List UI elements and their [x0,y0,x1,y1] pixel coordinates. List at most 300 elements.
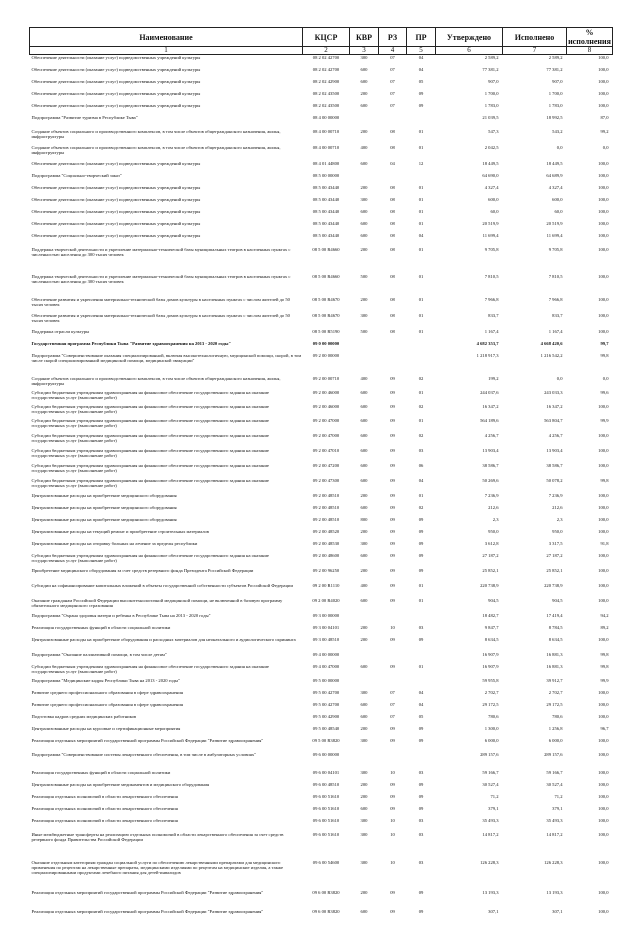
row-kcsr: 09 3 00 48510 [312,636,340,642]
row-rz: 09 [390,567,395,573]
row-pr: 09 [418,102,424,108]
row-kcsr: 09 6 00 51610 [312,793,340,799]
row-name: Реализация государственных функций в области социальной политики [31,624,171,630]
table-row [30,145,613,161]
table-row [30,909,613,925]
row-approved: 904,5 [488,597,499,603]
row-kvr: 600 [360,462,368,468]
row-kvr: 200 [360,492,368,498]
row-kvr: 600 [360,552,368,558]
row-name: Поддержка творческой деятельности и укрепление материально-технической базы муниципальных театров в населенных пунктах с численностью населения до 300 тысяч человек [31,273,291,284]
row-rz: 09 [390,516,395,522]
row-approved: 50 269,6 [482,477,499,483]
row-name: Обеспечение деятельности (оказание услуг) подведомственных учреждений культуры [31,66,201,72]
row-approved: 9 705,8 [484,246,499,252]
row-pr: 03 [418,769,424,775]
row-pr: 12 [418,160,424,166]
row-pr: 01 [418,273,424,279]
row-kcsr: 08 2 02 42700 [312,66,340,72]
row-percent: 100,0 [598,184,609,190]
row-kvr: 800 [360,516,368,522]
row-kvr: 400 [360,375,368,381]
row-name: Централизованные расходы на отправку больных на лечение за пределы республики [31,540,198,546]
row-approved: 307,1 [488,908,499,914]
row-approved: 833,7 [488,312,499,318]
row-kcsr: 09 6 00 51610 [312,831,340,837]
row-pr: 09 [418,793,424,799]
table-row [30,247,613,274]
table-row [30,478,613,493]
row-kcsr: 08 4 00 00000 [312,114,340,120]
row-executed: 30 527,4 [546,781,563,787]
row-kcsr: 08 2 02 42900 [312,78,340,84]
row-executed: 0,0 [556,375,563,381]
row-name: Поддержка творческой деятельности и укрепление материально-технической базы муниципальных театров в населенных пунктах с численностью населения до 300 тысяч человек [31,246,291,257]
row-name: Централизованные расходы на курсовые и сертификационные мероприятия [31,725,181,731]
row-executed: 1 700,0 [548,90,563,96]
table-row [30,67,613,79]
row-name: Субсидии бюджетным учреждениям здравоохранения на финансовое обеспечение государственного задания на оказание государственных услуг (выполнение работ) [31,462,269,473]
table-header [30,28,613,55]
row-name: Обеспечение деятельности (оказание услуг) подведомственных учреждений культуры [31,90,201,96]
row-executed: 9 705,8 [548,246,563,252]
row-pr: 03 [418,831,424,837]
row-kvr: 600 [360,160,368,166]
row-rz: 10 [390,624,395,630]
table-row [30,752,613,770]
row-rz: 07 [390,102,395,108]
row-approved: 30 527,4 [482,781,499,787]
row-approved: 16 907,9 [482,651,499,657]
row-kcsr: 08 4 00 00710 [312,128,340,134]
table-row [30,493,613,505]
row-percent: 100,0 [598,273,609,279]
column-number: 2 [303,47,350,55]
row-name: Централизованные расходы на текущий ремонт и приобретение строительных материалов [31,528,209,534]
row-name: Подпрограмма "Охрана здоровья матери и ребенка в Республике Тыва на 2013 - 2020 годы" [31,612,211,618]
row-executed: 64 689,9 [546,172,563,178]
row-name: Субсидии бюджетным учреждениям здравоохранения на финансовое обеспечение государственного задания на оказание государственных услуг (выполнение работ) [31,663,269,674]
row-name: Создание объектов социального и производственного комплексов, в том числе объектов общегражданского назначения, жилья, инфраструктуры [31,128,281,139]
row-percent: 100,0 [598,160,609,166]
row-approved: 600,0 [488,196,499,202]
row-kcsr: 09 2 00 R4020 [312,597,340,603]
table-row [30,185,613,197]
row-pr [407,613,436,625]
row-percent: 100,0 [598,196,609,202]
row-kcsr: 09 2 00 47010 [312,447,340,453]
row-kvr [350,613,379,625]
row-kcsr: 09 2 00 46000 [312,389,340,395]
row-pr [407,652,436,664]
row-name: Иные межбюджетные трансферты на реализацию отдельных полномочий в области лекарственного обеспечения за счет средств резервного фонда Правительства Российской Федерации [31,831,284,842]
row-executed: 27 187,2 [546,552,563,558]
row-percent: 100,0 [598,328,609,334]
row-executed: 4 256,7 [548,432,563,438]
row-approved: 4 256,7 [484,432,499,438]
row-approved: 13 193,3 [482,889,499,895]
table-row [30,209,613,221]
row-rz: 09 [390,540,395,546]
row-kcsr: 09 2 00 00000 [312,352,340,358]
row-rz [379,115,407,129]
column-number: 8 [567,47,613,55]
table-row [30,890,613,909]
row-rz: 09 [390,582,395,588]
row-rz [379,652,407,664]
row-name: Обеспечение деятельности (оказание услуг) подведомственных учреждений культуры [31,102,201,108]
row-kcsr: 09 6 00 R3820 [312,908,340,914]
table-row [30,806,613,818]
row-pr: 04 [418,689,424,695]
row-pr: 01 [418,220,424,226]
row-name: Централизованные расходы на приобретение медицинского оборудования [31,492,177,498]
row-pr: 09 [418,528,424,534]
table-row [30,91,613,103]
row-executed: 379,1 [552,805,563,811]
row-pr: 01 [418,492,424,498]
row-name: Обеспечение деятельности (оказание услуг) подведомственных учреждений культуры [31,196,201,202]
row-approved: 29 172,5 [482,701,499,707]
row-approved: 2 042,5 [484,144,499,150]
row-name: Обеспечение развития и укрепления материально-технической базы домов культуры в населенных пунктах с числом жителей до 50 тысяч человек [31,296,290,307]
row-kcsr: 09 5 00 48540 [312,725,340,731]
table-row [30,794,613,806]
row-rz: 09 [390,552,395,558]
row-pr [407,173,436,185]
row-kvr: 400 [360,582,368,588]
table-row [30,505,613,517]
row-executed: 14 817,2 [546,831,563,837]
row-percent: 100,0 [598,102,609,108]
row-rz: 09 [390,663,395,669]
row-kvr: 300 [360,769,368,775]
row-kvr: 200 [360,128,368,134]
row-pr: 09 [418,737,424,743]
row-pr: 01 [418,208,424,214]
row-approved: 1 783,0 [484,102,499,108]
row-rz: 09 [390,737,395,743]
row-name: Создание объектов социального и производственного комплексов, в том числе объектов общегражданского назначения, жилья, инфраструктуры [31,375,281,386]
row-kvr: 300 [360,737,368,743]
row-kcsr: 09 6 00 R3820 [312,889,340,895]
row-approved: 60,0 [490,208,499,214]
row-percent: 100,0 [598,636,609,642]
row-rz: 09 [390,403,395,409]
row-kcsr: 09 2 00 00710 [312,375,340,381]
row-pr: 06 [418,462,424,468]
row-executed: 2,3 [556,516,563,522]
row-kvr: 200 [360,90,368,96]
row-percent: 100,0 [598,793,609,799]
row-executed: 11 699,4 [546,232,563,238]
row-name: Субсидии бюджетным учреждениям здравоохранения на финансовое обеспечение государственного задания на оказание государственных услуг (выполнение работ) [31,432,269,443]
row-executed: 4 327,4 [548,184,563,190]
row-approved: 547,3 [488,128,499,134]
row-approved: 21 039,5 [482,114,499,120]
row-name: Реализация государственных функций в области социальной политики [31,769,171,775]
row-percent: 96,7 [600,725,609,731]
row-name: Поддержка отрасли культуры [31,328,90,334]
row-name: Централизованные расходы на приобретение медицинского оборудования [31,516,177,522]
row-percent: 99,7 [600,340,609,346]
row-rz: 09 [390,908,395,914]
row-pr: 04 [418,477,424,483]
row-pr: 01 [418,296,424,302]
row-kcsr: 09 3 00 04101 [312,624,340,630]
row-rz [379,678,407,690]
row-percent: 100,0 [598,582,609,588]
header-executed: Исполнено [503,28,567,47]
row-approved: 199,2 [488,375,499,381]
row-percent: 100,0 [598,737,609,743]
table-row [30,652,613,664]
row-kcsr: 08 5 00 43440 [312,220,340,226]
row-kcsr: 09 6 00 48510 [312,781,340,787]
row-kvr: 600 [360,713,368,719]
table-row [30,55,613,67]
row-approved: 14 817,2 [482,831,499,837]
row-executed: 7 810,5 [548,273,563,279]
table-row [30,860,613,890]
row-kvr: 600 [360,701,368,707]
row-executed: 18 992,5 [546,114,563,120]
row-percent: 100,0 [598,492,609,498]
header-kvr: КВР [350,28,379,47]
row-pr: 03 [418,447,424,453]
row-executed: 563 804,7 [544,417,563,423]
row-name: Подпрограмма "Медицинские кадры Республики Тыва на 2013 - 2020 годы" [31,677,180,683]
row-rz: 08 [390,273,395,279]
row-rz: 09 [390,793,395,799]
row-executed: 1 256,8 [548,725,563,731]
row-percent: 100,0 [598,751,609,757]
table-row [30,690,613,702]
row-kvr [350,353,379,376]
row-executed: 39 912,7 [546,677,563,683]
row-rz [379,341,407,353]
row-name: Реализация отдельных мероприятий государственной программы Российской Федерации "Развитие здравоохранения" [31,889,264,895]
row-name: Развитие среднего профессионального образования в сфере здравоохранения [31,689,183,695]
row-rz: 07 [390,90,395,96]
table-row [30,818,613,832]
table-row [30,329,613,341]
row-approved: 564 189,6 [480,417,499,423]
row-rz: 07 [390,689,395,695]
header-pr: ПР [407,28,436,47]
row-executed: 220 738,9 [544,582,563,588]
row-kcsr: 08 2 02 43500 [312,90,340,96]
row-pr: 02 [418,432,424,438]
row-rz: 08 [390,312,395,318]
row-kvr: 300 [360,859,368,865]
row-kvr: 200 [360,246,368,252]
row-rz: 08 [390,196,395,202]
table-row [30,418,613,433]
row-kcsr: 09 0 00 00000 [312,340,340,346]
row-kvr: 200 [360,567,368,573]
row-rz: 09 [390,389,395,395]
row-kcsr: 08 5 00 00000 [312,172,340,178]
row-kcsr: 08 4 00 00710 [312,144,340,150]
row-name: Обеспечение деятельности (оказание услуг) подведомственных учреждений культуры [31,220,201,226]
row-approved: 7 966,8 [484,296,499,302]
row-percent: 87,0 [600,114,609,120]
row-executed: 7 966,8 [548,296,563,302]
row-kvr: 600 [360,597,368,603]
row-pr [407,752,436,770]
row-percent: 100,0 [598,432,609,438]
row-executed: 16 347,2 [546,403,563,409]
row-kcsr: 09 6 00 51610 [312,805,340,811]
row-kvr: 200 [360,781,368,787]
row-percent: 100,0 [598,859,609,865]
table-row [30,233,613,247]
row-name: Субсидии бюджетным учреждениям здравоохранения на финансовое обеспечение государственного задания на оказание государственных услуг (выполнение работ) [31,403,269,414]
table-body [30,55,613,925]
row-kvr: 200 [360,889,368,895]
row-executed: 16 881,3 [546,663,563,669]
row-approved: 379,1 [488,805,499,811]
row-approved: 907,0 [488,78,499,84]
table-row [30,529,613,541]
row-kcsr: 09 4 00 00000 [312,651,340,657]
row-kvr: 600 [360,447,368,453]
row-percent: 100,0 [598,312,609,318]
row-approved: 59 955,8 [482,677,499,683]
header-row [30,28,613,47]
row-name: Подпрограмма "Совершенствование оказания специализированной, включая высокотехнологичную, медицинской помощи, скорой, в том числе скорой специализированной медицинской помощи, медицинской эвакуации" [31,352,302,363]
table-row [30,274,613,297]
row-rz: 10 [390,859,395,865]
row-pr: 09 [418,516,424,522]
row-rz: 07 [390,701,395,707]
row-executed: 1 167,4 [548,328,563,334]
row-pr: 01 [418,128,424,134]
table-row [30,568,613,583]
row-kvr: 400 [360,144,368,150]
row-pr: 03 [418,624,424,630]
row-kvr [350,752,379,770]
row-executed: 780,6 [552,713,563,719]
table-row [30,115,613,129]
row-kvr: 600 [360,477,368,483]
row-pr: 09 [418,908,424,914]
row-approved: 289 157,6 [480,751,499,757]
row-kcsr: 09 2 00 48520 [312,528,340,534]
row-executed: 600,0 [552,196,563,202]
row-kcsr: 08 5 00 43440 [312,196,340,202]
row-kvr: 600 [360,232,368,238]
header-approved: Утверждено [436,28,503,47]
row-percent: 100,0 [598,462,609,468]
table-row [30,197,613,209]
row-kcsr: 09 2 00 48530 [312,540,340,546]
table-row [30,448,613,463]
row-executed: 18 449,5 [546,160,563,166]
row-pr: 03 [418,817,424,823]
row-executed: 2 589,2 [548,55,563,60]
row-name: Обеспечение деятельности (оказание услуг) подведомственных учреждений культуры [31,232,201,238]
table-row [30,782,613,794]
row-pr: 04 [418,232,424,238]
table-row [30,613,613,625]
table-row [30,353,613,376]
table-row [30,541,613,553]
row-rz: 08 [390,296,395,302]
row-kcsr: 09 2 00 47000 [312,432,340,438]
row-kvr: 300 [360,312,368,318]
row-kcsr: 09 2 00 96250 [312,567,340,573]
row-rz: 08 [390,246,395,252]
row-pr: 02 [418,504,424,510]
row-pr: 09 [418,781,424,787]
row-executed: 17 419,4 [546,612,563,618]
row-rz: 09 [390,375,395,381]
row-kcsr: 09 6 00 54600 [312,859,340,865]
row-pr: 02 [418,403,424,409]
row-executed: 126 228,3 [544,859,563,865]
table-row [30,404,613,418]
row-pr: 01 [418,312,424,318]
row-pr: 01 [418,417,424,423]
row-rz: 09 [390,492,395,498]
row-executed: 59 166,7 [546,769,563,775]
row-approved: 27 187,2 [482,552,499,558]
table-row [30,625,613,637]
table-row [30,738,613,752]
row-executed: 2 702,7 [548,689,563,695]
table-row [30,341,613,353]
row-kvr [350,341,379,353]
table-row [30,129,613,145]
row-name: Государственная программа Республики Тыва "Развитие здравоохранения на 2013 - 2020 годы" [31,340,231,346]
row-name: Подпрограмма "Развитие туризма в Республике Тыва" [31,114,138,120]
row-kcsr: 09 2 00 46000 [312,403,340,409]
row-pr: 01 [418,389,424,395]
row-executed: 833,7 [552,312,563,318]
row-pr: 01 [418,328,424,334]
row-rz: 08 [390,184,395,190]
row-approved: 780,6 [488,713,499,719]
row-percent: 89,2 [600,624,609,630]
row-rz: 07 [390,66,395,72]
row-executed: 38 586,7 [546,462,563,468]
row-approved: 212,6 [488,504,499,510]
budget-execution-table [29,27,613,925]
row-kvr [350,678,379,690]
row-kcsr: 09 4 00 47000 [312,663,340,669]
table-row [30,103,613,115]
row-kvr: 300 [360,817,368,823]
row-approved: 950,0 [488,528,499,534]
row-kvr: 200 [360,528,368,534]
row-name: Создание объектов социального и производственного комплексов, в том числе объектов общегражданского назначения, жилья, инфраструктуры [31,144,281,155]
column-number: 4 [379,47,407,55]
row-kcsr: 08 5 00 43440 [312,208,340,214]
row-kcsr: 08 5 00 R4660 [312,246,340,252]
table-row [30,553,613,568]
table-row [30,664,613,678]
row-approved: 20 519,9 [482,220,499,226]
table-row [30,770,613,782]
row-percent: 100,0 [598,528,609,534]
row-rz: 10 [390,769,395,775]
row-kcsr: 09 5 00 42700 [312,689,340,695]
row-percent: 100,0 [598,781,609,787]
row-approved: 35 493,3 [482,817,499,823]
row-approved: 25 852,1 [482,567,499,573]
